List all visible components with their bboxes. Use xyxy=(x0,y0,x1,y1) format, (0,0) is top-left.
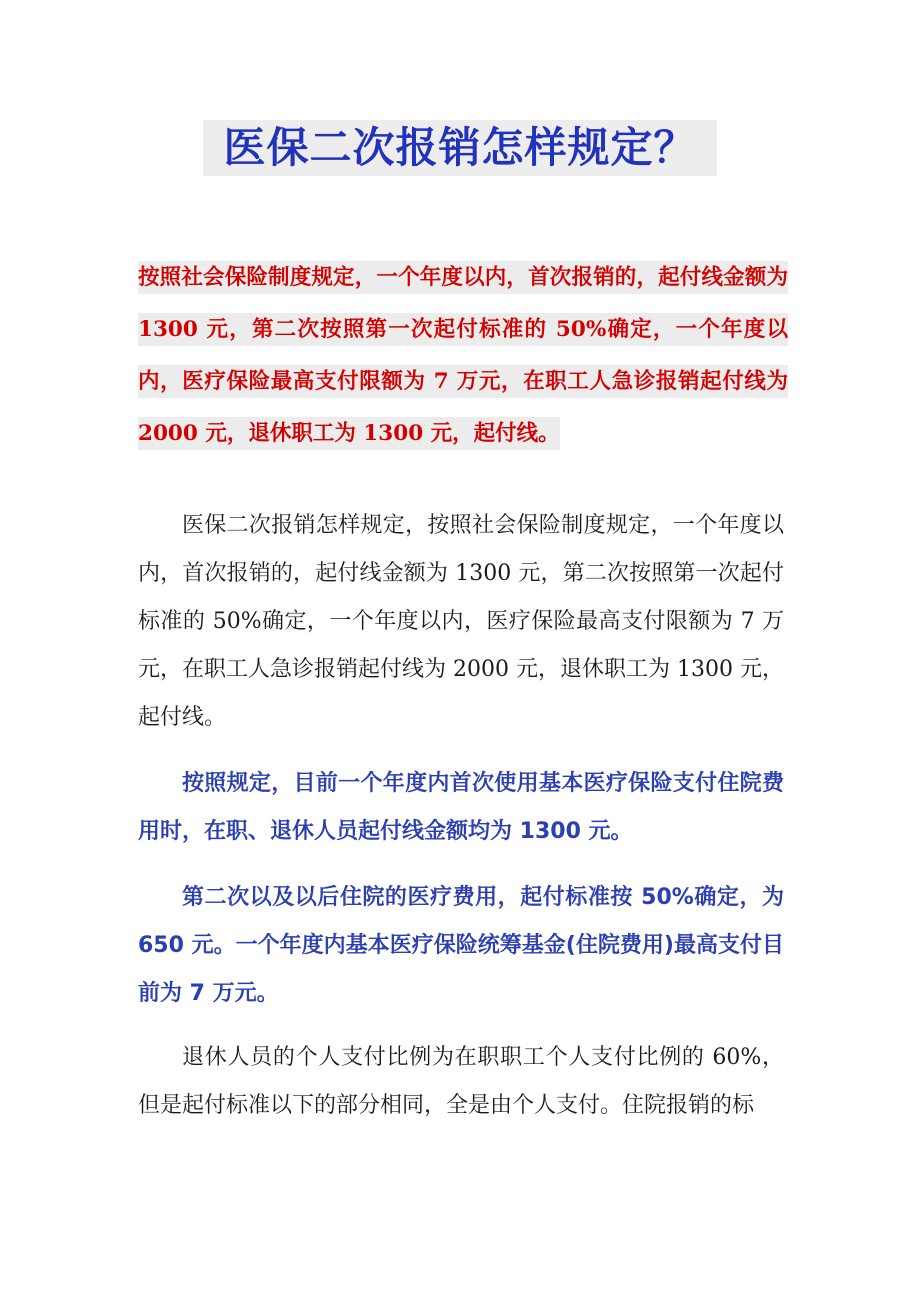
paragraph-first-threshold: 按照规定，目前一个年度内首次使用基本医疗保险支付住院费用时，在职、退休人员起付线金额均为 1300 元。 xyxy=(138,771,784,844)
paragraph-retiree-ratio: 退休人员的个人支付比例为在职职工个人支付比例的 60%，但是起付标准以下的部分相同，全是由个人支付。住院报销的标 xyxy=(138,1045,784,1118)
paragraph-second-threshold: 第二次以及以后住院的医疗费用，起付标准按 50%确定，为 650 元。一个年度内基本医疗保险统筹基金(住院费用)最高支付目前为 7 万元。 xyxy=(138,885,784,1006)
paragraph-intro: 医保二次报销怎样规定，按照社会保险制度规定，一个年度以内，首次报销的，起付线金额为 1300 元，第二次按照第一次起付标准的 50%确定，一个年度以内，医疗保险最高支付限额为 7 万元，在职工人急诊报销起付线为 2000 元，退休职工为 1300 元，起付线。 xyxy=(138,513,784,730)
summary-highlight xyxy=(138,252,788,460)
page-title: 医保二次报销怎样规定？ xyxy=(203,120,717,176)
summary-text: 按照社会保险制度规定，一个年度以内，首次报销的，起付线金额为 1300 元，第二次按照第一次起付标准的 50%确定，一个年度以内，医疗保险最高支付限额为 7 万元，在职工人急诊报销起付线为 2000 元，退休职工为 1300 元，起付线。 xyxy=(138,261,788,450)
